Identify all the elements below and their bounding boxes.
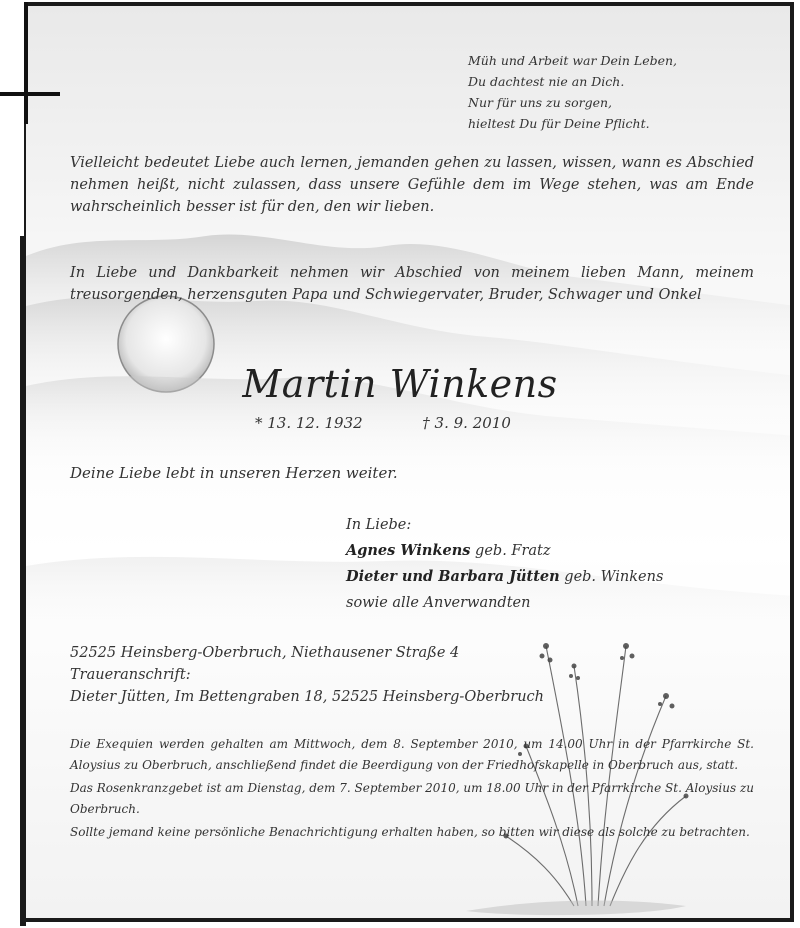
cross-vertical-bar [24, 2, 28, 124]
death-date: † 3. 9. 2010 [422, 414, 511, 432]
mourner-suffix: geb. Fratz [470, 543, 551, 559]
mourner-name: Agnes Winkens [346, 542, 471, 559]
mourners-block [346, 512, 663, 616]
poem-line: hieltest Du für Deine Pflicht. [468, 116, 650, 131]
mourner-line [346, 538, 663, 564]
poem-line: Nur für uns zu sorgen, [468, 95, 613, 110]
funeral-notes [70, 734, 754, 845]
poem-line: Müh und Arbeit war Dein Leben, [468, 53, 678, 68]
motto-line: Deine Liebe lebt in unseren Herzen weiter. [70, 464, 398, 482]
deceased-name: Martin Winkens [242, 362, 558, 406]
memorial-poem [468, 50, 758, 134]
mourner-name: Dieter und Barbara Jütten [346, 568, 560, 585]
mourning-address: Dieter Jütten, Im Bettengraben 18, 52525 Heinsberg-Oberbruch [70, 689, 545, 705]
mourner-suffix: geb. Winkens [559, 569, 664, 585]
address-block [70, 642, 544, 708]
mourners-relatives: sowie alle Anverwandten [346, 595, 531, 611]
life-dates [255, 414, 511, 432]
cross-horizontal-bar [0, 92, 60, 96]
mourners-intro: In Liebe: [346, 517, 412, 533]
farewell-paragraph: In Liebe und Dankbarkeit nehmen wir Abschied von meinem lieben Mann, meinem treusorgenden, herzensguten Papa und Schwiegervater, Bruder, Schwager und Onkel [70, 265, 754, 303]
funeral-service-note: Die Exequien werden gehalten am Mittwoch, dem 8. September 2010, um 14.00 Uhr in der Pfarrkirche St. Aloysius zu Oberbruch, anschließend findet die Beerdigung von der Friedhofskapelle in Oberbruch aus, statt. [70, 737, 754, 772]
rosary-note: Das Rosenkranzgebet ist am Dienstag, dem 7. September 2010, um 18.00 Uhr in der Pfarrkirche St. Aloysius zu Oberbruch. [70, 781, 754, 816]
mourner-line [346, 564, 663, 590]
notification-note: Sollte jemand keine persönliche Benachrichtigung erhalten haben, so bitten wir diese als solche zu betrachten. [70, 825, 750, 839]
frame-left-bar [20, 236, 26, 926]
home-address: 52525 Heinsberg-Oberbruch, Niethausener Straße 4 [70, 645, 460, 661]
intro-paragraph: Vielleicht bedeutet Liebe auch lernen, jemanden gehen zu lassen, wissen, wann es Abschied nehmen heißt, nicht zulassen, dass unsere Gefühle dem im Wege stehen, was am Ende wahrscheinlich besser ist für den, den wir lieben. [70, 155, 754, 215]
poem-line: Du dachtest nie an Dich. [468, 74, 625, 89]
mourning-address-label: Traueranschrift: [70, 667, 191, 683]
birth-date: * 13. 12. 1932 [255, 414, 363, 432]
